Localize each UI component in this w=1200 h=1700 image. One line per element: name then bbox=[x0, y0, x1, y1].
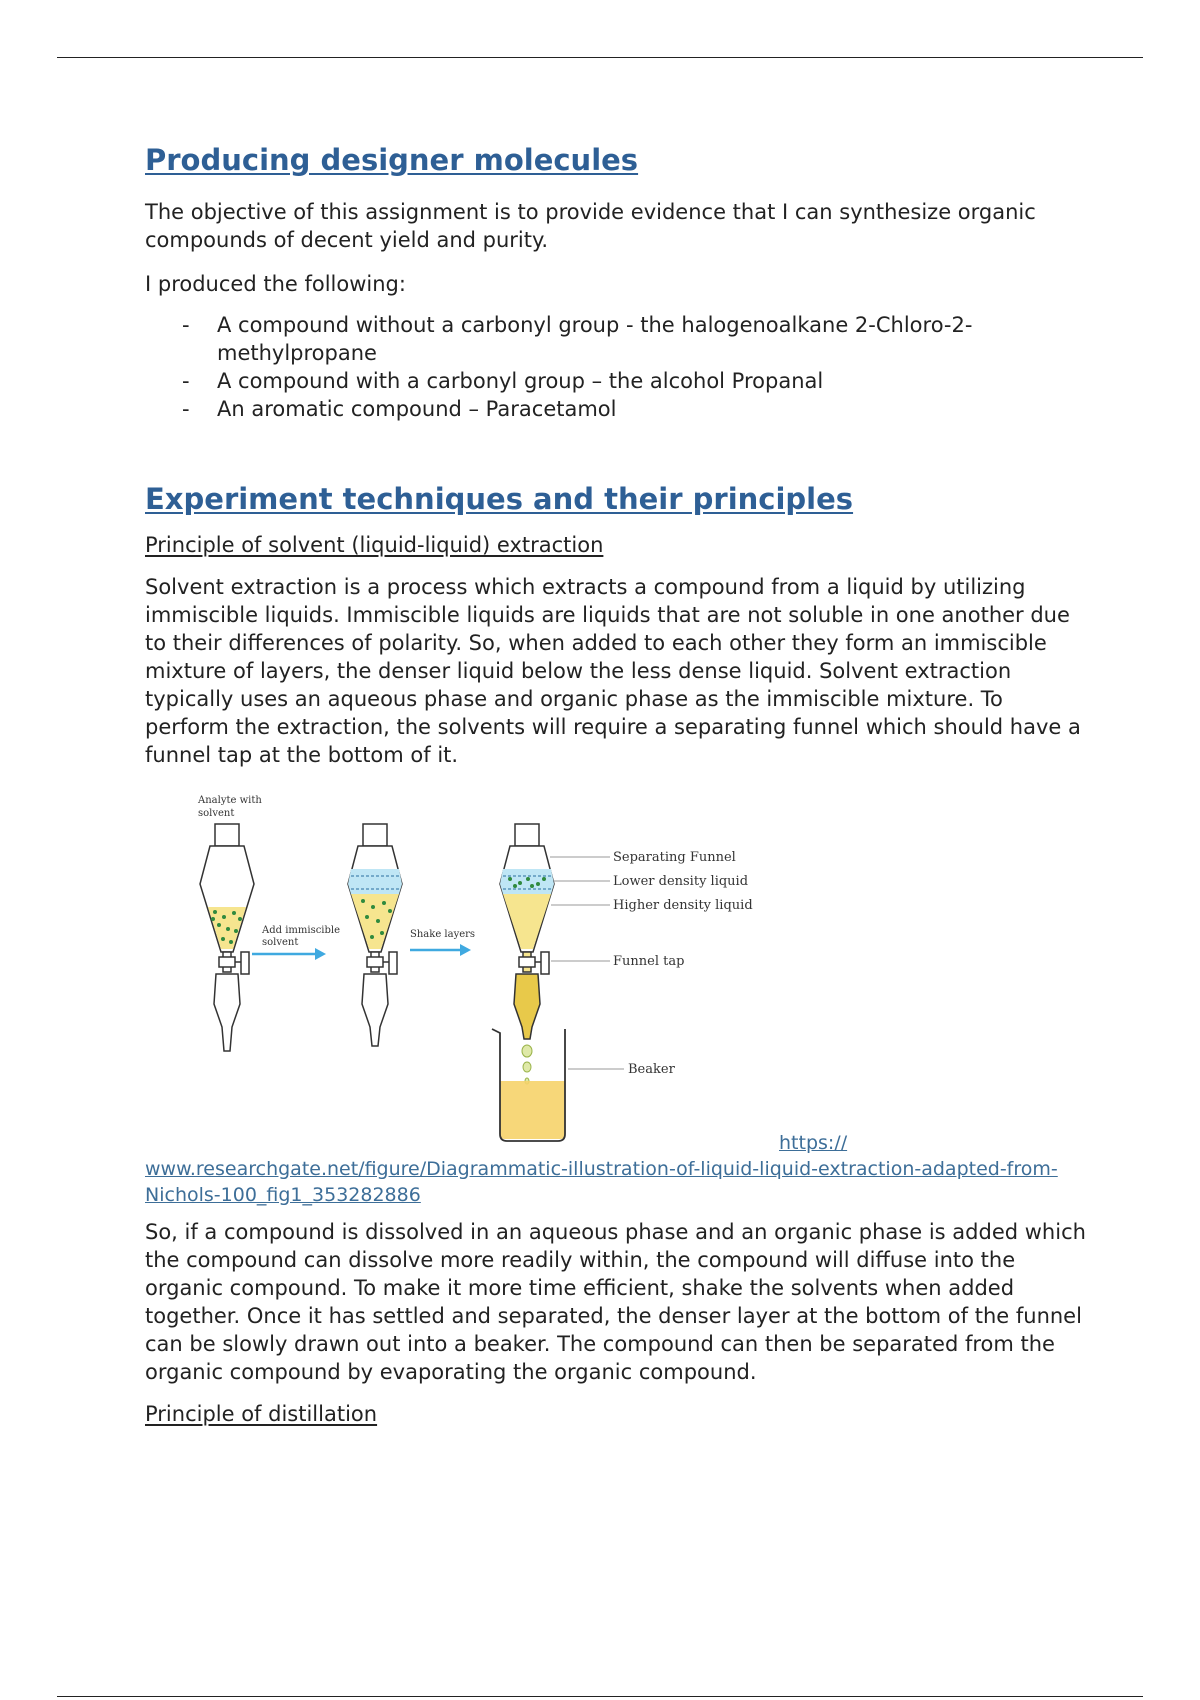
beaker-label: Beaker bbox=[628, 1062, 675, 1077]
list-item-text: A compound without a carbonyl group - the halogenoalkane 2-Chloro-2-methylpropane bbox=[217, 313, 973, 365]
bottom-rule bbox=[57, 1696, 1143, 1697]
funnel-3 bbox=[500, 824, 554, 1039]
top-rule bbox=[57, 57, 1143, 58]
produced-list bbox=[145, 311, 1090, 423]
analyte-label: Analyte with bbox=[198, 795, 262, 806]
list-dash: - bbox=[182, 313, 190, 337]
solvent-extraction-paragraph: Solvent extraction is a process which extracts a compound from a liquid by utilizing immiscible liquids. Immiscible liquids are liquids that are not soluble in one another due to their differences of polarity. So, when added to each other they form an immiscible mixture of layers, the denser liquid below the less dense liquid. Solvent extraction typically uses an aqueous phase and organic phase as the immiscible mixture. To perform the extraction, the solvents will require a separating funnel which should have a funnel tap at the bottom of it. bbox=[145, 575, 1081, 767]
funnel-2-bottom-liquid bbox=[351, 894, 399, 949]
objective-paragraph: The objective of this assignment is to provide evidence that I can synthesize organic compounds of decent yield and purity. bbox=[145, 200, 1036, 252]
lower-density-label: Lower density liquid bbox=[613, 874, 749, 889]
funnel-3-bottom-liquid bbox=[503, 894, 551, 949]
add-solvent-label: Add immiscible bbox=[262, 925, 341, 936]
distillation-subheading: Principle of distillation bbox=[145, 1402, 378, 1426]
funnel-2-top-liquid bbox=[348, 869, 402, 894]
list-item bbox=[145, 395, 1090, 423]
funnel-tap-label: Funnel tap bbox=[613, 954, 685, 969]
list-item bbox=[145, 311, 1090, 367]
solvent-extraction-subheading: Principle of solvent (liquid-liquid) extraction bbox=[145, 533, 604, 557]
source-link-part2[interactable]: www.researchgate.net/figure/Diagrammatic-illustration-of-liquid-liquid-extraction-adapted-from-Nichols-100_fig1_353282886 bbox=[145, 1158, 1058, 1206]
list-item-text: An aromatic compound – Paracetamol bbox=[217, 397, 617, 421]
techniques-heading: Experiment techniques and their principles bbox=[145, 482, 854, 516]
source-link[interactable] bbox=[145, 1130, 1090, 1208]
list-item bbox=[145, 367, 1090, 395]
extraction-diagram bbox=[170, 789, 782, 1142]
add-solvent-label-2: solvent bbox=[262, 937, 299, 948]
page-title: Producing designer molecules bbox=[145, 143, 639, 177]
produced-intro: I produced the following: bbox=[145, 272, 406, 296]
higher-density-label: Higher density liquid bbox=[613, 898, 753, 913]
document-body bbox=[145, 140, 1090, 1428]
extraction-figure bbox=[170, 789, 782, 1142]
list-dash: - bbox=[182, 369, 190, 393]
arrow-2-head bbox=[460, 944, 471, 956]
list-dash: - bbox=[182, 397, 190, 421]
source-link-part1[interactable]: https:// bbox=[779, 1132, 848, 1154]
funnel-3-top-liquid bbox=[500, 869, 554, 894]
funnel-1 bbox=[200, 824, 254, 1051]
extraction-detail-paragraph: So, if a compound is dissolved in an aqueous phase and an organic phase is added which the compound can dissolve more readily within, the compound will diffuse into the organic compound. To make it more time efficient, shake the solvents when added together. Once it has settled and separated, the denser layer at the bottom of the funnel can be slowly drawn out into a beaker. The compound can then be separated from the organic compound by evaporating the organic compound. bbox=[145, 1220, 1086, 1384]
list-item-text: A compound with a carbonyl group – the alcohol Propanal bbox=[217, 369, 824, 393]
funnel-2 bbox=[348, 824, 402, 1046]
arrow-1-head bbox=[315, 948, 326, 960]
shake-label: Shake layers bbox=[410, 929, 476, 940]
separating-funnel-label: Separating Funnel bbox=[613, 850, 736, 865]
drops bbox=[522, 1045, 532, 1084]
analyte-label-2: solvent bbox=[198, 808, 235, 819]
